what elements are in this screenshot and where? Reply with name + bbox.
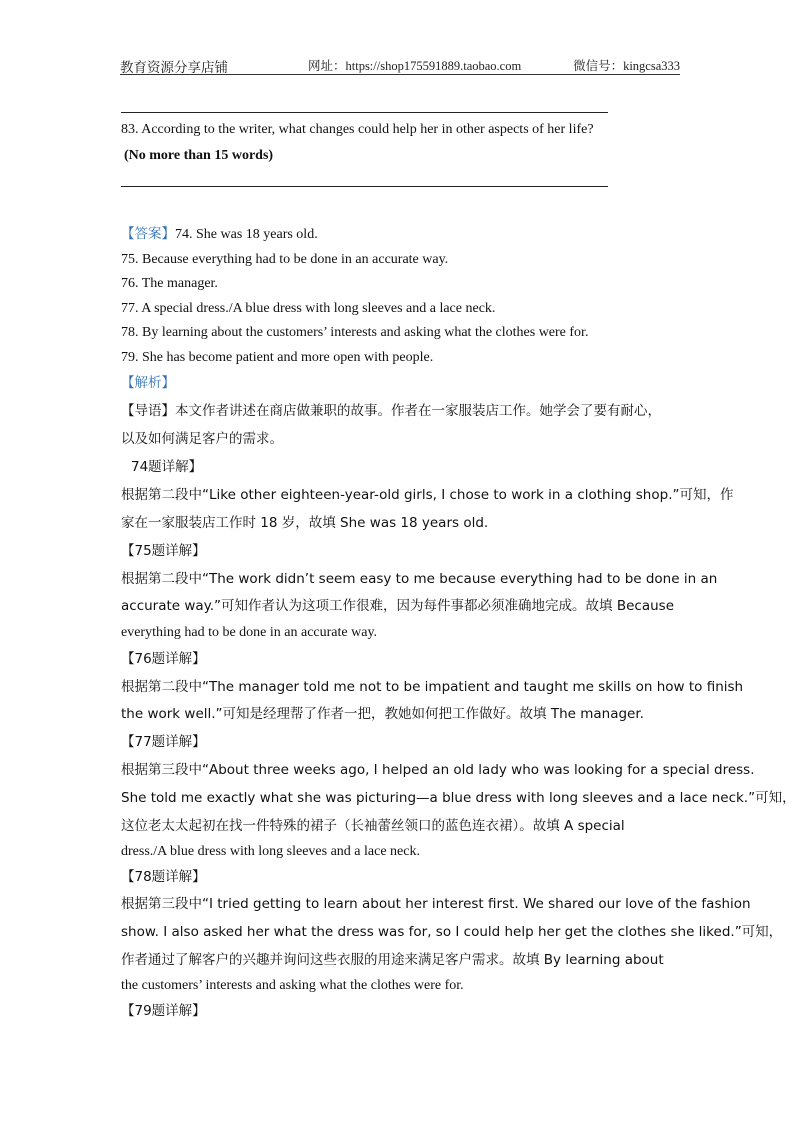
detail-heading-79: 【79题详解】 [121,1003,206,1019]
answer-item: 74. She was 18 years old. [175,227,318,242]
detail-text: She told me exactly what she was picturing—a blue dress with long sleeves and a lace neck.”可知， [121,790,796,806]
question-83-hint: (No more than 15 words) [124,148,274,163]
page-header [120,56,680,75]
detail-text: 这位老太太起初在找一件特殊的裙子（长袖蕾丝领口的蓝色连衣裙）。故填 A special [121,818,625,834]
detail-text: everything had to be done in an accurate way. [121,625,378,640]
answer-blank-line [121,112,608,113]
answer-item: 76. The manager. [121,276,218,291]
detail-text: 根据第二段中“The work didn’t seem easy to me because everything had to be done in an [121,571,718,587]
answer-item: 79. She has become patient and more open with people. [121,350,434,365]
detail-text: dress./A blue dress with long sleeves and a lace neck. [121,844,420,859]
detail-text: 根据第二段中“Like other eighteen-year-old girls, I chose to work in a clothing shop.”可知，作 [121,487,734,503]
header-shop-name: 教育资源分享店铺 [120,60,228,76]
detail-text: accurate way.”可知作者认为这项工作很难，因为每件事都必须准确地完成。故填 Because [121,598,674,614]
detail-heading-75: 【75题详解】 [121,543,206,559]
detail-text: 根据第三段中“I tried getting to learn about her interest first. We shared our love of the fashion [121,896,751,912]
detail-heading-76: 【76题详解】 [121,651,206,667]
header-url: 网址：https://shop175591889.taobao.com [308,59,522,73]
answer-blank-line [121,186,608,187]
detail-text: the work well.”可知是经理帮了作者一把，教她如何把工作做好。故填 The manager. [121,706,644,722]
analysis-intro: 【导语】本文作者讲述在商店做兼职的故事。作者在一家服装店工作。她学会了要有耐心， [121,403,661,419]
detail-heading-78: 【78题详解】 [121,869,206,885]
analysis-tag: 【解析】 [121,375,175,391]
answer-line-74 [121,225,318,244]
detail-text: show. I also asked her what the dress was for, so I could help her get the clothes she liked.”可知， [121,924,783,940]
header-wechat: 微信号：kingcsa333 [573,59,680,73]
answer-item: 77. A special dress./A blue dress with long sleeves and a lace neck. [121,301,496,316]
answer-tag: 【答案】 [121,226,175,242]
answer-item: 78. By learning about the customers’ interests and asking what the clothes were for. [121,325,589,340]
detail-text: 根据第三段中“About three weeks ago, I helped an old lady who was looking for a special dress. [121,762,755,778]
analysis-intro: 以及如何满足客户的需求。 [121,431,283,447]
answer-item: 75. Because everything had to be done in an accurate way. [121,252,449,267]
detail-text: 根据第二段中“The manager told me not to be impatient and taught me skills on how to finish [121,679,744,695]
detail-text: 家在一家服装店工作时 18 岁，故填 She was 18 years old. [121,515,489,531]
detail-text: the customers’ interests and asking what the clothes were for. [121,978,464,993]
detail-heading-74: 74题详解】 [131,459,203,475]
detail-heading-77: 【77题详解】 [121,734,206,750]
detail-text: 作者通过了解客户的兴趣并询问这些衣服的用途来满足客户需求。故填 By learning about [121,952,664,968]
question-83: 83. According to the writer, what changes could help her in other aspects of her life? [121,122,594,137]
